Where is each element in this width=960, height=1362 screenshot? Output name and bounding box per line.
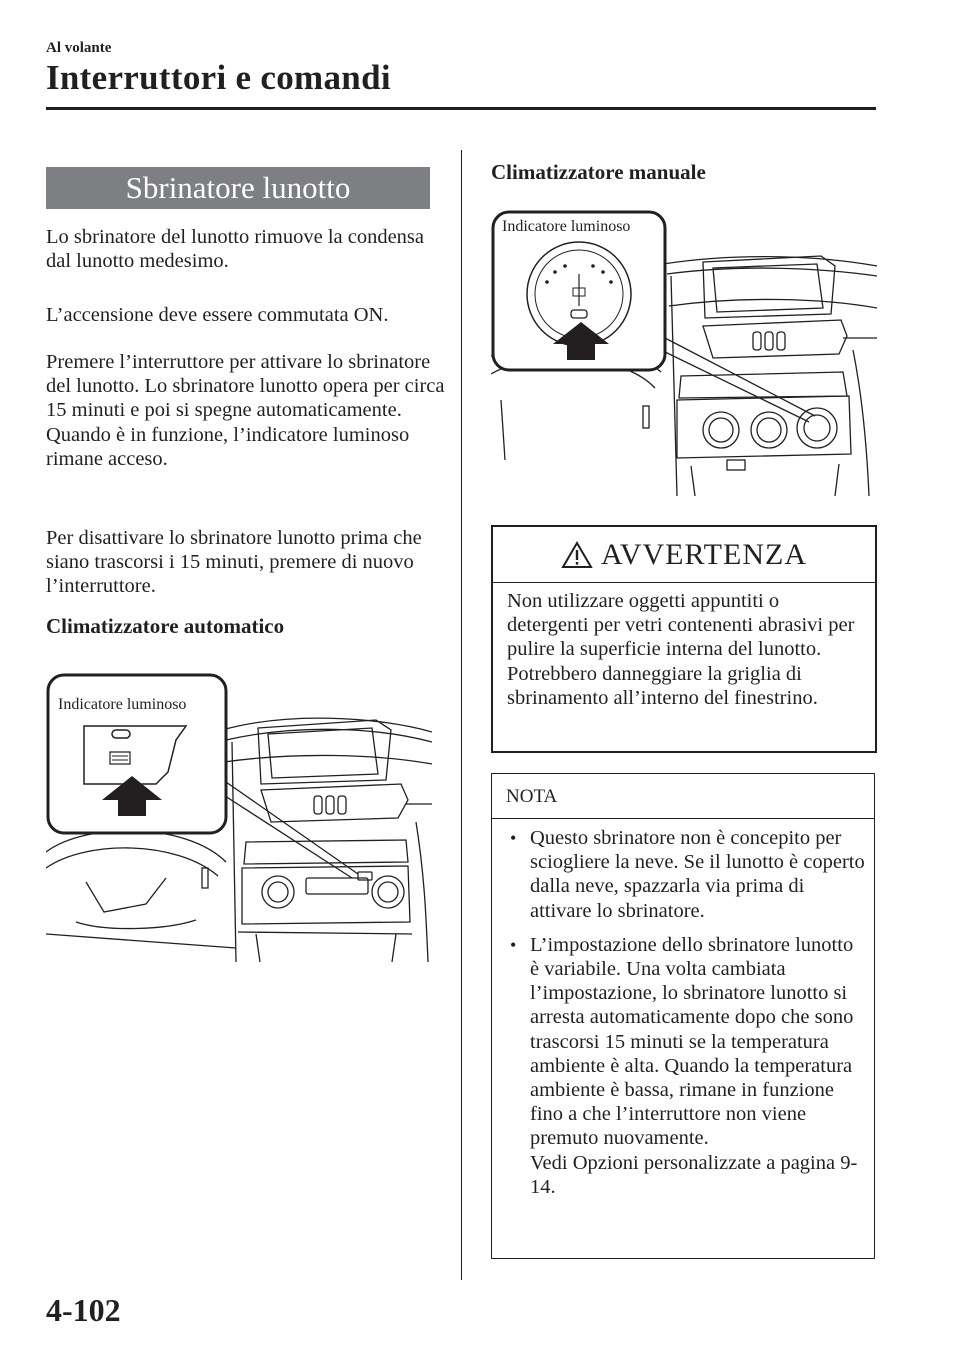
note-header — [492, 774, 874, 819]
list-item-text: L’impostazione dello sbrinatore lunotto è variabile. Una volta cambiata l’impostazione, lo sbrinatore lunotto si arresta automaticamente dopo che sono trascorsi 15 minuti se la temperatura ambiente è alta. Quando la temperatura ambiente è bassa, rimane in funzione fino a che l’interruttore non viene premuto nuovamente. — [530, 933, 854, 1150]
ignition-paragraph: L’accensione deve essere commutata ON. — [46, 304, 389, 326]
list-item — [506, 826, 866, 923]
operation-paragraph — [46, 350, 446, 471]
note-list — [506, 826, 866, 1209]
indicator-text: Quando è in funzione, l’indicatore luminoso rimane acceso. — [46, 423, 410, 470]
warning-text: Non utilizzare oggetti appuntiti o detergenti per vetri contenenti abrasivi per pulire la superficie interna del lunotto. Potrebbero danneggiare la griglia di sbrinamento all’interno del finestrino. — [507, 590, 855, 709]
note-title: NOTA — [506, 786, 558, 807]
figure-manual — [491, 210, 877, 496]
figure-automatic — [46, 672, 432, 962]
list-item — [506, 933, 866, 1199]
title-rule — [46, 107, 876, 110]
bullet-icon: • — [510, 934, 517, 955]
intro-paragraph: Lo sbrinatore del lunotto rimuove la condensa dal lunotto medesimo. — [46, 226, 425, 273]
subhead-manual: Climatizzatore manuale — [491, 160, 706, 184]
page-title: Interruttori e comandi — [46, 58, 391, 97]
indicator-label-automatic: Indicatore luminoso — [58, 696, 187, 713]
column-divider — [461, 150, 462, 1280]
subhead-automatic: Climatizzatore automatico — [46, 614, 285, 638]
note-box — [491, 773, 875, 1259]
warning-box — [491, 525, 877, 753]
list-item-text: Questo sbrinatore non è concepito per sciogliere la neve. Se il lunotto è coperto dalla neve, spazzarla via prima di attivare lo sbrinatore. — [530, 827, 865, 922]
indicator-label-manual: Indicatore luminoso — [502, 218, 631, 235]
warning-triangle-icon — [561, 541, 593, 569]
section-banner: Sbrinatore lunotto — [46, 167, 430, 209]
operation-text: Premere l’interruttore per attivare lo sbrinatore del lunotto. Lo sbrinatore lunotto opera per circa 15 minuti e poi si spegne automaticamente. — [46, 351, 445, 422]
warning-title: AVVERTENZA — [601, 537, 807, 571]
cross-reference: Vedi Opzioni personalizzate a pagina 9-14. — [530, 1151, 858, 1198]
deactivate-paragraph: Per disattivare lo sbrinatore lunotto prima che siano trascorsi i 15 minuti, premere di nuovo l’interruttore. — [46, 527, 422, 598]
dashboard-automatic-illustration — [46, 672, 432, 962]
page-number: 4-102 — [46, 1292, 121, 1328]
dashboard-manual-illustration — [491, 210, 877, 496]
bullet-icon: • — [510, 828, 517, 848]
section-label: Al volante — [46, 40, 112, 56]
warning-header — [493, 527, 875, 583]
